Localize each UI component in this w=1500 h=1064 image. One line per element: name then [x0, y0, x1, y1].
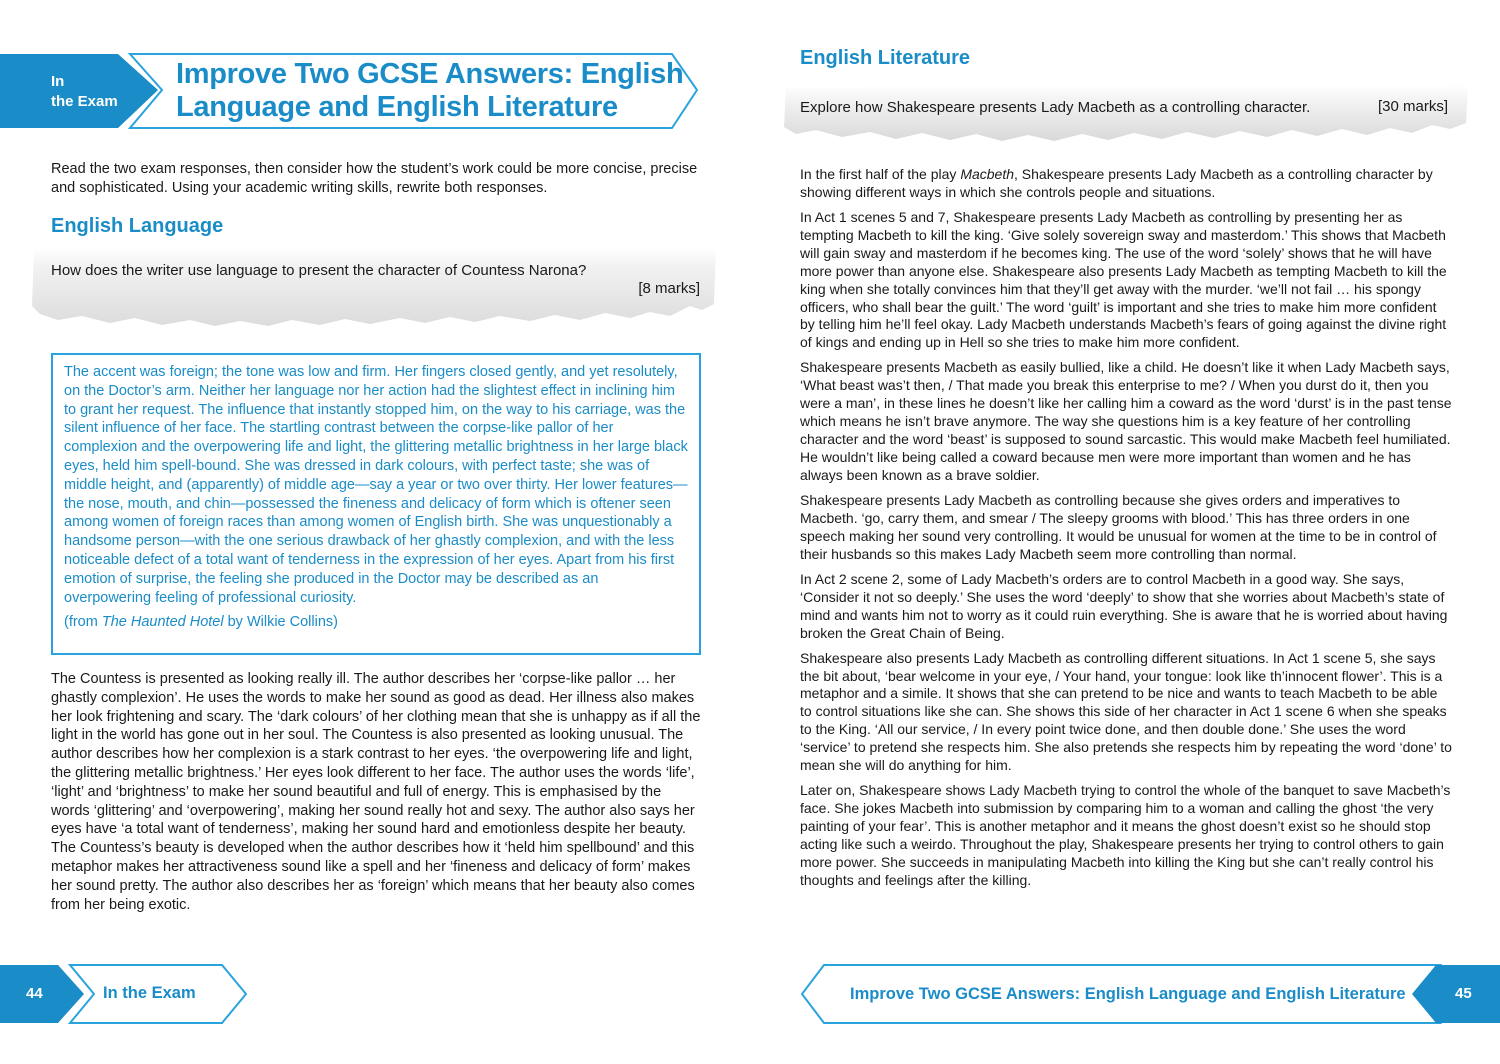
student-answer-literature: [800, 166, 1452, 897]
question-torn-paper: [30, 246, 720, 336]
source-title: The Haunted Hotel: [101, 614, 224, 631]
section-heading-english-literature: English Literature: [800, 47, 971, 69]
answer-paragraph-1: [800, 166, 1452, 202]
extract-text: The accent was foreign; the tone was low and firm. Her fingers closed gently, and yet resolutely, on the Doctor’s arm. Neither her language nor her action had the slightest effect in inclining him to grant her request. The influence that instantly stopped him, on the way to his carriage, was the silent influence of her face. The startling contrast between the corpse-like pallor of her complexion and the overpowering life and light, the glittering metallic brightness in her large black eyes, held him spell-bound. She was dressed in dark colours, with perfect taste; she was of middle height, and (apparently) of middle age—say a year or two over thirty. Her lower features—the nose, mouth, and chin—possessed the fineness and delicacy of form which is oftener seen among women of foreign races than among women of English birth. She was unquestionably a handsome person—with the one serious drawback of her ghastly complexion, and with the less noticeable defect of a total want of tenderness in the expression of her eyes. Apart from his first emotion of surprise, the feeling she produced in the Doctor may be described as an overpowering feeling of professional curiosity.: [64, 364, 688, 606]
intro-text: Read the two exam responses, then consider how the student’s work could be more concise, precise and sophisticated. Using your academic writing skills, rewrite both responses.: [51, 161, 698, 196]
question-text: How does the writer use language to present the character of Countess Narona?: [51, 262, 587, 279]
question-torn-paper-literature: [782, 83, 1472, 153]
p1-play-title: Macbeth: [960, 166, 1015, 182]
source-prefix: (from: [64, 614, 102, 631]
student-answer-language: The Countess is presented as looking really ill. The author describes her ‘corpse-like pallor … her ghastly complexion’. He uses the words to make her sound as good as dead. Her illness also makes her look frightening and scary. The ‘dark colours’ of her clothing mean that she is unhappy as if all the light in the world has gone out in her soul. The Countess is also presented as looking unusual. The author describes how her complexion is a stark contrast to her eyes. ‘the overpowering life and light, the glittering metallic brightness.’ Her eyes look different to her face. The author uses the words ‘life’, ‘light’ and ‘brightness’ to make her sound beautiful and full of energy. This is emphasised by the words ‘glittering’ and ‘overpowering’, making her sound really hot and sexy. The author also says her eyes have ‘a total want of tenderness’, making her sound hard and emotionless despite her beauty. The Countess’s beauty is developed when the author describes how it ‘held him spellbound’ and this metaphor makes her attractiveness sound like a spell and her ‘fineness and delicacy of form’ makes her sound pretty. The author also describes her as ‘foreign’ which means that her beauty also comes from her being exotic.: [51, 671, 701, 913]
header-tag-line2: the Exam: [51, 93, 118, 110]
footer-left-label: In the Exam: [103, 984, 196, 1002]
answer-paragraph-5: In Act 2 scene 2, some of Lady Macbeth’s orders are to control Macbeth in a good way. She says, ‘Consider it not so deeply.’ She uses the word ‘deeply’ to show that she worries about Macbeth’s state of mind and wants him not to worry as it could ruin everything. She is aware that he is worried about having broken the Great Chain of Being.: [800, 570, 1448, 641]
p1-before: In the first half of the play: [800, 166, 961, 182]
question-marks-literature: [30 marks]: [1377, 98, 1448, 115]
question-marks: [8 marks]: [638, 280, 700, 297]
source-extract-box: [51, 353, 701, 655]
header-tag-line1: In: [51, 73, 65, 90]
answer-paragraph-3: Shakespeare presents Macbeth as easily bullied, like a child. He doesn’t like it when Lady Macbeth says, ‘What beast was’t then, / That made you break this enterprise to me? / When you durst do it, then you were a man’, in these lines he doesn’t like her calling him a coward as the word ‘durst’ is in the past tense which means he isn’t brave anymore. The way she questions him is a key feature of her controlling character and the word ‘beast’ is supposed to sound sarcastic. This would make Macbeth feel humiliated. He wouldn’t like being called a coward because men were more important than women and he has always been known as a brave soldier.: [800, 359, 1452, 483]
p1-after: , Shakespeare presents Lady Macbeth as a controlling character by showing different ways in which she controls people and situations.: [800, 166, 1433, 200]
header-tag: [51, 72, 118, 112]
question-text-literature: Explore how Shakespeare presents Lady Macbeth as a controlling character.: [800, 99, 1311, 116]
answer-paragraph-7: Later on, Shakespeare shows Lady Macbeth trying to control the whole of the banquet to save Macbeth’s face. She jokes Macbeth into submission by comparing him to a woman and calling the ghost ‘the very painting of your fear’. This is another metaphor and it means the ghost doesn’t exist so he should stop acting like such a weirdo. Throughout the play, Shakespeare presents her trying to control others to gain more power. She succeeds in manipulating Macbeth into killing the King but she can’t really control his thoughts and feelings after the killing.: [800, 782, 1451, 888]
page-number-left: 44: [26, 985, 43, 1002]
footer-right-label: Improve Two GCSE Answers: English Language and English Literature: [850, 985, 1406, 1003]
answer-paragraph-6: Shakespeare also presents Lady Macbeth as controlling different situations. In Act 1 scene 5, she says the bit about, ‘bear welcome in your eye, / Your hand, your tongue: look like th’innocent flower’. This is a metaphor and a simile. It shows that she can pretend to be nice and wants to teach Macbeth to be able to control situations like she can. She shows this side of her character in Act 1 scene 6 when she speaks to the King. ‘All our service, / In every point twice done, and then double done.’ She uses the word ‘service’ to pretend she respects him. She also pretends she respects him by repeating the word ‘done’ to mean she will do anything for him.: [800, 649, 1452, 774]
page-number-right: 45: [1455, 985, 1472, 1002]
answer-paragraph-4: Shakespeare presents Lady Macbeth as controlling because she gives orders and imperatives to Macbeth. ‘go, carry them, and smear / The sleepy grooms with blood.’ This has three orders in one speech making her sound very controlling. It would be unusual for women at the time to be in control of their husbands so this makes Lady Macbeth seem more controlling than normal.: [800, 491, 1437, 562]
page-title: Improve Two GCSE Answers: English Language and English Literature: [176, 58, 684, 123]
section-heading-english-language: English Language: [51, 215, 224, 237]
source-suffix: by Wilkie Collins): [223, 614, 338, 631]
answer-paragraph-2: In Act 1 scenes 5 and 7, Shakespeare presents Lady Macbeth as controlling by presenting her as tempting Macbeth to kill the king. ‘Give solely sovereign sway and masterdom.’ This shows that Macbeth will gain sway and masterdom if he becomes king. The use of the word ‘solely’ shows that he will have more power than anyone else. Shakespeare also presents Lady Macbeth as tempting Macbeth to kill the king when she totally convinces him that they’ll get away with the murder. ‘we’ll not fail … his spongy officers, who shall bear the guilt.’ The word ‘guilt’ is important and she tries to make him more confident by telling him he’ll feel okay. Lady Macbeth understands Macbeth’s fears of going against the divine right of kings and ending up in Hell so she tries to make him more confident.: [800, 209, 1447, 351]
extract-source: [64, 613, 688, 632]
right-page: [750, 0, 1500, 1064]
